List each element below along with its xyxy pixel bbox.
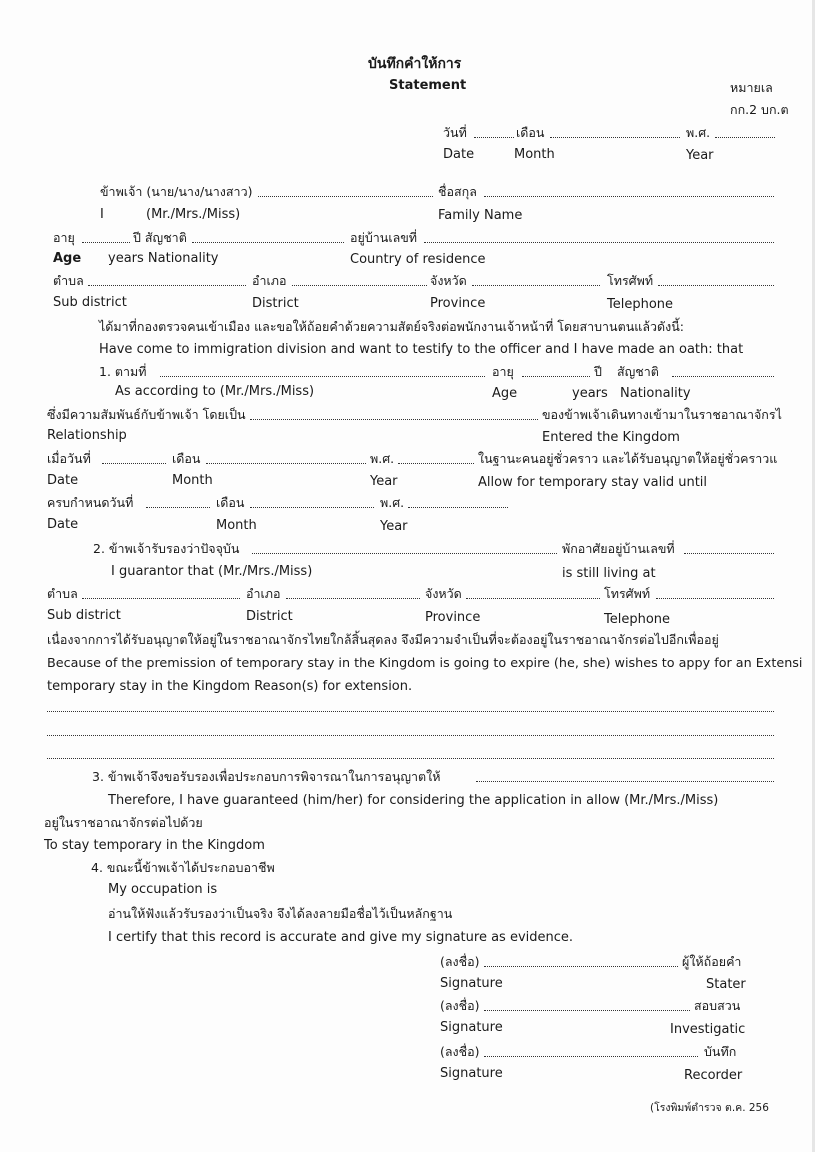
residence-field[interactable]	[424, 242, 774, 243]
telephone-field[interactable]	[658, 285, 774, 286]
i-label-en: I	[100, 207, 104, 222]
subdistrict-label-th: ตำบล	[53, 273, 84, 288]
stater-role-en: Stater	[706, 977, 746, 992]
printer-footer: (โรงพิมพ์ตำรวจ ต.ค. 256	[650, 1102, 769, 1114]
item3-stay-th: อยู่ในราชอาณาจักรต่อไปด้วย	[44, 815, 203, 830]
item3-label-th: 3. ข้าพเจ้าจึงขอรับรองเพื่อประกอบการพิจารณาในการอนุญาตให้	[92, 769, 441, 784]
recorder-role-th: บันทึก	[704, 1044, 737, 1059]
form-title-thai: บันทึกคำให้การ	[368, 56, 462, 72]
month-label-th: เดือน	[516, 125, 545, 140]
i-label-th: ข้าพเจ้า (นาย/นาง/นางสาว)	[100, 184, 253, 199]
relationship-label-en: Relationship	[47, 428, 127, 443]
signature1-label-th: (ลงชื่อ)	[440, 954, 480, 969]
entered-label-th: ของข้าพเจ้าเดินทางเข้ามาในราชอาณาจักรไ	[542, 407, 782, 422]
family-name-label-en: Family Name	[438, 208, 523, 223]
signature2-label-en: Signature	[440, 1020, 503, 1035]
item1-age-label-th: อายุ	[492, 364, 514, 379]
item2-name-field[interactable]	[252, 553, 557, 554]
item2-living-en: is still living at	[562, 566, 656, 581]
item3-name-field[interactable]	[476, 781, 774, 782]
item2-guarantor-en: I guarantor that (Mr./Mrs./Miss)	[111, 564, 313, 579]
item2-province-en: Province	[425, 610, 481, 625]
recorder-role-en: Recorder	[684, 1068, 743, 1083]
nationality-label-th: ปี สัญชาติ	[133, 230, 187, 245]
year-label-en: Year	[686, 148, 714, 163]
when-label-th: เมื่อวันที่	[47, 451, 91, 466]
form-code: กก.2 บก.ต	[730, 102, 789, 117]
due-label-th: ครบกำหนดวันที่	[47, 495, 134, 510]
item1-years-en: years	[572, 386, 608, 401]
residence-label-en: Country of residence	[350, 252, 486, 267]
reason-line-1[interactable]	[47, 711, 774, 712]
investigator-signature-field[interactable]	[484, 1010, 690, 1011]
certify-text-th: อ่านให้ฟังแล้วรับรองว่าเป็นจริง จึงได้ลงลายมือชื่อไว้เป็นหลักฐาน	[108, 906, 453, 921]
due-month-field[interactable]	[250, 507, 374, 508]
signature2-label-th: (ลงชื่อ)	[440, 998, 480, 1013]
surname-label-th: ชื่อสกุล	[438, 184, 477, 199]
item1-age-en: Age	[492, 386, 518, 401]
telephone-label-en: Telephone	[607, 297, 674, 312]
item2-province-label-th: จังหวัด	[425, 586, 462, 601]
item4-label-th: 4. ขณะนี้ข้าพเจ้าได้ประกอบอาชีพ	[91, 860, 275, 875]
province-label-th: จังหวัด	[430, 273, 467, 288]
reason-text-en: temporary stay in the Kingdom Reason(s) for extension.	[47, 679, 413, 694]
due-year-label-th: พ.ศ.	[380, 495, 405, 510]
signature3-label-th: (ลงชื่อ)	[440, 1044, 480, 1059]
when-year-field[interactable]	[398, 463, 474, 464]
reason-line-3[interactable]	[47, 758, 774, 759]
signature1-label-en: Signature	[440, 976, 503, 991]
item2-house-field[interactable]	[684, 553, 774, 554]
item2-district-en: District	[246, 609, 293, 624]
item2-subdistrict-en: Sub district	[47, 608, 121, 623]
age-label-en: Age	[53, 251, 82, 266]
item2-subdistrict-label-th: ตำบล	[47, 586, 78, 601]
province-field[interactable]	[472, 285, 600, 286]
when-day-field[interactable]	[102, 463, 166, 464]
temporary-stay-th: ในฐานะคนอยู่ชั่วคราว และได้รับอนุญาตให้อยู่ชั่วคราวแ	[478, 451, 778, 466]
stater-signature-field[interactable]	[484, 966, 678, 967]
recorder-signature-field[interactable]	[484, 1056, 698, 1057]
subdistrict-label-en: Sub district	[53, 295, 127, 310]
district-label-th: อำเภอ	[252, 273, 287, 288]
province-label-en: Province	[430, 296, 486, 311]
item2-label-th: 2. ข้าพเจ้ารับรองว่าปัจจุบัน	[93, 541, 240, 556]
due-year-en: Year	[380, 519, 408, 534]
year-field[interactable]	[715, 137, 775, 138]
item1-nationality-label-th: สัญชาติ	[617, 364, 659, 379]
form-title-english: Statement	[389, 78, 467, 93]
telephone-label-th: โทรศัพท์	[607, 273, 654, 288]
item2-telephone-label-th: โทรศัพท์	[604, 586, 651, 601]
due-year-field[interactable]	[408, 507, 508, 508]
month-label-en: Month	[514, 147, 555, 162]
nationality-label-en: years Nationality	[108, 251, 219, 266]
number-label: หมายเล	[730, 80, 773, 95]
due-month-label-th: เดือน	[216, 495, 245, 510]
oath-text-th: ได้มาที่กองตรวจคนเข้าเมือง และขอให้ถ้อยคำด้วยความสัตย์จริงต่อพนักงานเจ้าหน้าที่ โดยสาบานตนแล้วดังนี้:	[99, 319, 684, 334]
stater-role-th: ผู้ให้ถ้อยคำ	[682, 954, 742, 969]
title-label-en: (Mr./Mrs./Miss)	[146, 207, 241, 222]
item1-name-field[interactable]	[160, 376, 485, 377]
district-label-en: District	[252, 296, 299, 311]
item1-years-label-th: ปี	[594, 364, 602, 379]
when-month-en: Month	[172, 473, 213, 488]
when-month-field[interactable]	[206, 463, 366, 464]
item2-province-field[interactable]	[466, 598, 600, 599]
due-month-en: Month	[216, 518, 257, 533]
relationship-field[interactable]	[250, 419, 538, 420]
when-year-en: Year	[370, 474, 398, 489]
residence-label-th: อยู่บ้านเลขที่	[350, 230, 418, 245]
item2-district-field[interactable]	[286, 598, 420, 599]
subdistrict-field[interactable]	[88, 285, 246, 286]
item1-nationality-en: Nationality	[620, 386, 691, 401]
because-text-en: Because of the premission of temporary stay in the Kingdom is going to expire (he, she) wishes to appy for an Extensi	[47, 656, 803, 671]
month-field[interactable]	[550, 137, 680, 138]
item3-therefore-en: Therefore, I have guaranteed (him/her) for considering the application in allow (Mr./Mrs./Miss)	[108, 793, 719, 808]
oath-text-en: Have come to immigration division and want to testify to the officer and I have made an oath: that	[99, 342, 744, 357]
relationship-label-th: ซึ่งมีความสัมพันธ์กับข้าพเจ้า โดยเป็น	[47, 407, 246, 422]
item2-living-label-th: พักอาศัยอยู่บ้านเลขที่	[562, 541, 675, 556]
temporary-stay-en: Allow for temporary stay valid until	[478, 475, 708, 490]
nationality-field[interactable]	[192, 242, 344, 243]
item2-district-label-th: อำเภอ	[246, 586, 281, 601]
surname-field[interactable]	[484, 196, 774, 197]
day-label-en: Date	[443, 147, 475, 162]
signature3-label-en: Signature	[440, 1066, 503, 1081]
age-field[interactable]	[82, 242, 130, 243]
when-month-label-th: เดือน	[172, 451, 201, 466]
because-text-th: เนื่องจากการได้รับอนุญาตให้อยู่ในราชอาณาจักรไทยใกล้สิ้นสุดลง จึงมีความจำเป็นที่จะต้องอยู่ในราชอาณาจักรต่อไปอีกเพื่ออยู่	[47, 632, 719, 647]
certify-text-en: I certify that this record is accurate and give my signature as evidence.	[108, 930, 574, 945]
when-year-label-th: พ.ศ.	[370, 451, 395, 466]
district-field[interactable]	[292, 285, 427, 286]
item1-nationality-field[interactable]	[672, 376, 774, 377]
when-date-en: Date	[47, 473, 79, 488]
name-field[interactable]	[258, 196, 433, 197]
item3-stay-en: To stay temporary in the Kingdom	[44, 838, 265, 853]
item1-age-field[interactable]	[522, 376, 590, 377]
year-label-th: พ.ศ.	[686, 125, 711, 140]
investigator-role-en: Investigatic	[670, 1022, 746, 1037]
item2-telephone-en: Telephone	[604, 612, 671, 627]
due-day-field[interactable]	[146, 507, 210, 508]
reason-line-2[interactable]	[47, 735, 774, 736]
entered-label-en: Entered the Kingdom	[542, 430, 680, 445]
item4-occupation-en: My occupation is	[108, 882, 218, 897]
age-label-th: อายุ	[53, 230, 75, 245]
day-field[interactable]	[474, 137, 514, 138]
day-label-th: วันที่	[443, 125, 467, 140]
investigator-role-th: สอบสวน	[694, 998, 741, 1013]
item2-subdistrict-field[interactable]	[82, 598, 240, 599]
item1-label-th: 1. ตามที่	[99, 364, 147, 379]
item1-according-en: As according to (Mr./Mrs./Miss)	[115, 384, 315, 399]
item2-telephone-field[interactable]	[656, 598, 774, 599]
due-date-en: Date	[47, 517, 79, 532]
